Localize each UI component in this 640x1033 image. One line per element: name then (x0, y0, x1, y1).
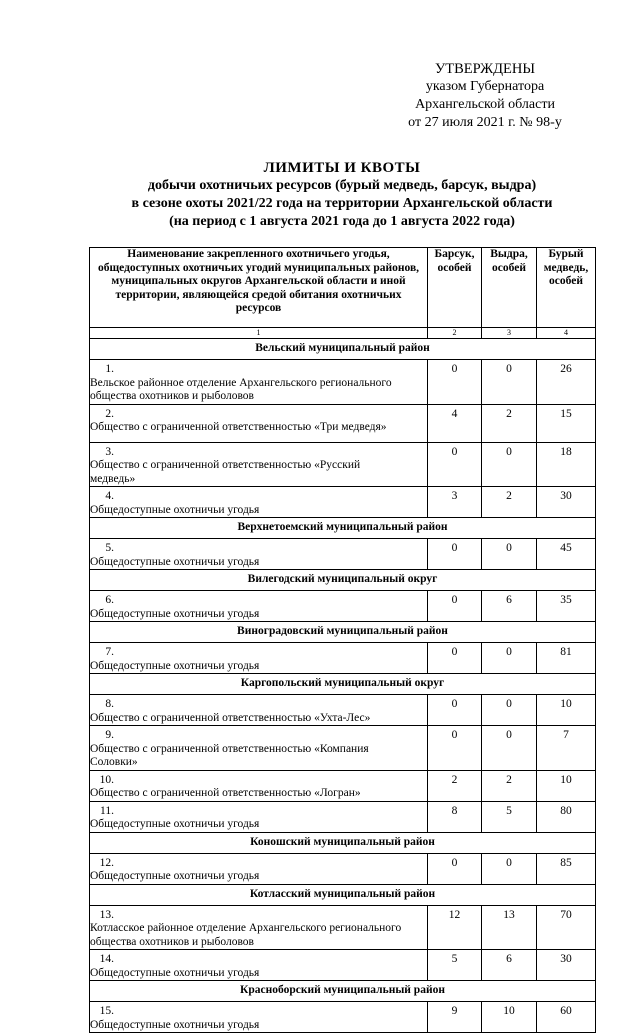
otter-quota: 2 (482, 770, 537, 801)
area-cell (90, 539, 428, 570)
row-number: 7. (105, 646, 114, 658)
row-number: 1. (105, 363, 114, 375)
bear-quota: 30 (537, 950, 596, 981)
area-cell (90, 487, 428, 518)
bear-quota: 7 (537, 726, 596, 771)
area-name: Общество с ограниченной ответственностью «Компания Соловки» (90, 742, 369, 768)
area-cell (90, 442, 428, 487)
column-number: 4 (537, 328, 596, 339)
section-row (90, 339, 596, 360)
row-number: 6. (105, 594, 114, 606)
column-number: 1 (90, 328, 428, 339)
header-otter: Выдра, особей (482, 248, 537, 328)
otter-quota: 0 (482, 360, 537, 405)
bear-quota: 26 (537, 360, 596, 405)
badger-quota: 12 (428, 905, 482, 950)
area-cell (90, 404, 428, 442)
table-row (90, 726, 596, 771)
section-title: Красноборский муниципальный район (90, 981, 596, 1002)
badger-quota: 0 (428, 539, 482, 570)
header-badger: Барсук, особей (428, 248, 482, 328)
approval-line-2: Архангельской области (415, 97, 555, 112)
area-cell (90, 770, 428, 801)
area-name: Общедоступные охотничьи угодья (90, 818, 260, 830)
area-cell (90, 905, 428, 950)
area-name: Общедоступные охотничьи угодья (90, 503, 260, 516)
otter-quota: 0 (482, 643, 537, 674)
otter-quota: 2 (482, 487, 537, 518)
badger-quota: 8 (428, 801, 482, 832)
section-row (90, 832, 596, 853)
badger-quota: 0 (428, 591, 482, 622)
bear-quota: 80 (537, 801, 596, 832)
table-header-row (90, 248, 596, 328)
table-row (90, 695, 596, 726)
section-row (90, 981, 596, 1002)
table-row (90, 404, 596, 442)
otter-quota: 10 (482, 1002, 537, 1033)
row-number: 9. (105, 729, 114, 741)
table-row (90, 643, 596, 674)
otter-quota: 0 (482, 695, 537, 726)
table-row (90, 442, 596, 487)
row-number: 11. (100, 804, 114, 817)
header-area-name: Наименование закрепленного охотничьего угодья, общедоступных охотничьих угодий муниципальных районов, муниципальных округов Архангельской области и иной территории, являющейся средой обитания охотничьих ресурсов (90, 248, 428, 328)
badger-quota: 9 (428, 1002, 482, 1033)
area-name: Общедоступные охотничьи угодья (90, 555, 260, 568)
section-title: Вельский муниципальный район (90, 339, 596, 360)
badger-quota: 0 (428, 442, 482, 487)
approval-block (380, 60, 590, 132)
area-name: Общество с ограниченной ответственностью «Логран» (90, 787, 361, 799)
badger-quota: 0 (428, 695, 482, 726)
badger-quota: 2 (428, 770, 482, 801)
heading-line-2: в сезоне охоты 2021/22 года на территории Архангельской области (131, 196, 553, 211)
quota-table (89, 247, 596, 1033)
area-name: Общедоступные охотничьи угодья (90, 1018, 260, 1031)
column-number-row (90, 328, 596, 339)
approval-line-3: от 27 июля 2021 г. № 98-у (408, 115, 562, 130)
badger-quota: 4 (428, 404, 482, 442)
bear-quota: 85 (537, 853, 596, 884)
row-number: 3. (105, 445, 114, 458)
row-number: 13. (99, 908, 114, 921)
table-row (90, 853, 596, 884)
table-row (90, 801, 596, 832)
column-number: 2 (428, 328, 482, 339)
table-row (90, 950, 596, 981)
area-cell (90, 801, 428, 832)
area-cell (90, 695, 428, 726)
area-name: Общество с ограниченной ответственностью «Русский медведь» (90, 459, 361, 485)
row-number: 14. (99, 953, 114, 965)
row-number: 10. (99, 773, 114, 786)
row-number: 4. (105, 490, 114, 502)
otter-quota: 2 (482, 404, 537, 442)
document-title: ЛИМИТЫ И КВОТЫ (263, 160, 421, 176)
column-number: 3 (482, 328, 537, 339)
otter-quota: 0 (482, 853, 537, 884)
area-cell (90, 591, 428, 622)
row-number: 8. (105, 698, 114, 710)
heading-line-1: добычи охотничьих ресурсов (бурый медведь, барсук, выдра) (147, 178, 537, 193)
bear-quota: 60 (537, 1002, 596, 1033)
section-title: Верхнетоемский муниципальный район (90, 518, 596, 539)
area-name: Общество с ограниченной ответственностью «Ухта-Лес» (90, 711, 371, 724)
header-bear: Бурый медведь, особей (537, 248, 596, 328)
row-number: 2. (105, 407, 114, 420)
area-cell (90, 853, 428, 884)
otter-quota: 6 (482, 950, 537, 981)
area-name: Вельское районное отделение Архангельского регионального общества охотников и рыболовов (90, 376, 392, 402)
table-row (90, 487, 596, 518)
otter-quota: 5 (482, 801, 537, 832)
section-title: Коношский муниципальный район (90, 832, 596, 853)
area-name: Общедоступные охотничьи угодья (90, 966, 260, 979)
bear-quota: 10 (537, 695, 596, 726)
otter-quota: 13 (482, 905, 537, 950)
section-row (90, 518, 596, 539)
area-cell (90, 1002, 428, 1033)
badger-quota: 5 (428, 950, 482, 981)
otter-quota: 6 (482, 591, 537, 622)
bear-quota: 81 (537, 643, 596, 674)
table-row (90, 1002, 596, 1033)
section-row (90, 884, 596, 905)
bear-quota: 35 (537, 591, 596, 622)
table-row (90, 591, 596, 622)
area-cell (90, 950, 428, 981)
area-name: Общедоступные охотничьи угодья (90, 659, 260, 672)
area-name: Общедоступные охотничьи угодья (90, 607, 260, 620)
row-number: 5. (105, 542, 114, 554)
section-row (90, 674, 596, 695)
section-title: Вилегодский муниципальный округ (90, 570, 596, 591)
area-cell (90, 643, 428, 674)
otter-quota: 0 (482, 726, 537, 771)
bear-quota: 45 (537, 539, 596, 570)
area-name: Общество с ограниченной ответственностью «Три медведя» (90, 421, 387, 433)
section-row (90, 570, 596, 591)
table-row (90, 770, 596, 801)
row-number: 15. (99, 1005, 114, 1017)
area-name: Котласское районное отделение Архангельского регионального общества охотников и рыболовов (90, 922, 402, 948)
badger-quota: 0 (428, 726, 482, 771)
quota-table-body (90, 248, 596, 1033)
section-title: Каргопольский муниципальный округ (90, 674, 596, 695)
document-heading (90, 159, 594, 231)
area-name: Общедоступные охотничьи угодья (90, 870, 260, 882)
heading-line-3: (на период с 1 августа 2021 года до 1 августа 2022 года) (169, 214, 515, 229)
section-row (90, 622, 596, 643)
bear-quota: 18 (537, 442, 596, 487)
approval-title: УТВЕРЖДЕНЫ (434, 61, 536, 77)
area-cell (90, 360, 428, 405)
badger-quota: 0 (428, 853, 482, 884)
bear-quota: 15 (537, 404, 596, 442)
table-row (90, 539, 596, 570)
otter-quota: 0 (482, 442, 537, 487)
table-row (90, 905, 596, 950)
section-title: Котласский муниципальный район (90, 884, 596, 905)
area-cell (90, 726, 428, 771)
badger-quota: 0 (428, 643, 482, 674)
bear-quota: 70 (537, 905, 596, 950)
section-title: Виноградовский муниципальный район (90, 622, 596, 643)
bear-quota: 30 (537, 487, 596, 518)
badger-quota: 0 (428, 360, 482, 405)
otter-quota: 0 (482, 539, 537, 570)
table-row (90, 360, 596, 405)
bear-quota: 10 (537, 770, 596, 801)
badger-quota: 3 (428, 487, 482, 518)
approval-line-1: указом Губернатора (425, 79, 545, 94)
row-number: 12. (99, 856, 114, 869)
